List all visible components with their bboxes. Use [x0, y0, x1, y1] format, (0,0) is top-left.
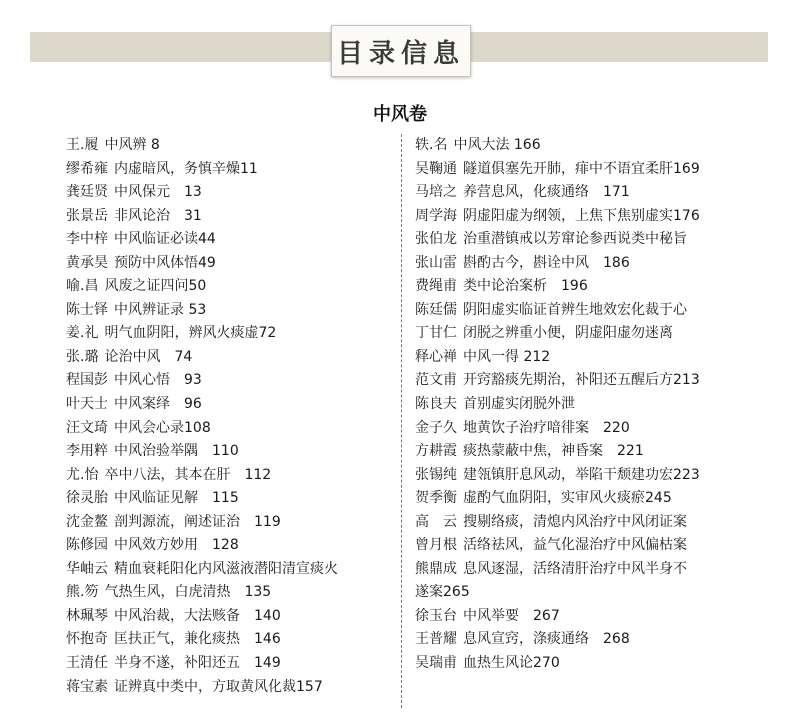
toc-entry-author: 汪文琦 — [66, 419, 108, 436]
toc-entry — [415, 228, 765, 252]
toc-entry — [415, 393, 765, 417]
toc-entry-title: 中风治裁，大法赅备 140 — [114, 607, 281, 624]
toc-entry-author: 轶.名 — [415, 137, 448, 153]
toc-entry — [66, 181, 396, 205]
toc-entry — [415, 558, 765, 582]
toc-entry — [415, 158, 765, 182]
column-divider — [401, 134, 402, 708]
toc-entry-author: 张锡纯 — [415, 466, 457, 483]
toc-entry — [66, 487, 396, 511]
toc-entry — [415, 417, 765, 441]
toc-entry-title: 阴阳虚实临证首辨生地效宏化裁于心 — [463, 301, 687, 318]
toc-entry-title: 类中论治案析 196 — [463, 278, 588, 295]
toc-entry-title: 首别虚实闭脱外泄 — [463, 396, 575, 413]
toc-entry-title: 内虚暗风，务慎辛燥11 — [114, 160, 258, 177]
toc-entry — [415, 534, 765, 558]
toc-entry — [66, 205, 396, 229]
toc-entry — [415, 205, 765, 229]
toc-entry-title: 开窍豁痰先期治，补阳还五醒后方213 — [463, 372, 700, 389]
toc-entry-title: 息风逐湿，活络清肝治疗中风半身不 — [463, 560, 687, 577]
toc-entry — [415, 487, 765, 511]
toc-entry-title: 活络祛风，益气化湿治疗中风偏枯案 — [463, 537, 687, 554]
section-title: 中风卷 — [373, 104, 427, 125]
toc-entry-author: 徐玉台 — [415, 607, 457, 624]
toc-entry-author: 张伯龙 — [415, 231, 457, 248]
toc-entry-title: 中风辨 8 — [104, 137, 160, 153]
toc-entry-author: 张山雷 — [415, 254, 457, 271]
toc-entry-author: 李中梓 — [66, 231, 108, 248]
toc-entry-title: 血热生风论270 — [463, 655, 560, 672]
toc-entry-title: 虚酌气血阴阳，实审风火痰瘀245 — [463, 490, 672, 507]
toc-entry-author: 范文甫 — [415, 372, 457, 389]
toc-entry — [66, 464, 396, 488]
toc-entry-author: 张景岳 — [66, 207, 108, 224]
toc-entry-author: 徐灵胎 — [66, 490, 108, 507]
toc-entry-author: 马培之 — [415, 184, 457, 201]
toc-entry-title: 中风临证必读44 — [114, 231, 216, 248]
toc-entry-title: 中风治验举隅 110 — [114, 443, 239, 460]
toc-entry-author: 缪希雍 — [66, 160, 108, 177]
toc-left-column — [66, 134, 396, 699]
toc-entry-author: 王清任 — [66, 655, 108, 672]
toc-entry-author: 喻.昌 — [66, 278, 99, 295]
toc-entry-author: 王普耀 — [415, 631, 457, 648]
toc-entry — [415, 134, 765, 158]
toc-entry-title: 中风辨证录 53 — [114, 301, 207, 318]
toc-entry-author: 王.履 — [66, 137, 99, 153]
toc-entry — [66, 581, 396, 605]
toc-entry — [66, 676, 396, 700]
toc-entry-title: 明气血阴阳，辨风火痰虚72 — [104, 325, 277, 342]
toc-entry-author: 熊鼎成 — [415, 560, 457, 577]
toc-entry-author: 吴鞠通 — [415, 160, 457, 177]
toc-entry-title: 中风效方妙用 128 — [114, 537, 239, 554]
toc-entry-author: 释心禅 — [415, 348, 457, 365]
toc-entry-title: 地黄饮子治疗喑徘案 220 — [463, 419, 630, 436]
toc-entry-author: 周学海 — [415, 207, 457, 224]
toc-entry — [66, 440, 396, 464]
toc-entry-author: 李用粹 — [66, 443, 108, 460]
toc-entry-title: 非风论治 31 — [114, 207, 202, 224]
toc-entry-title: 风废之证四问50 — [104, 278, 207, 295]
header-title: 目录信息 — [336, 38, 465, 69]
toc-entry-title: 预防中风体悟49 — [114, 254, 216, 271]
toc-entry-author: 蒋宝素 — [66, 678, 108, 695]
toc-entry — [66, 628, 396, 652]
toc-entry-title: 阴虚阳虚为纲领，上焦下焦别虚实176 — [463, 207, 700, 224]
toc-entry-author: 怀抱奇 — [66, 631, 108, 648]
toc-entry-title: 中风案绎 96 — [114, 396, 202, 413]
toc-entry — [66, 275, 396, 299]
toc-entry — [415, 369, 765, 393]
toc-entry-title: 建瓴镇肝息风动，举陷干颓建功宏223 — [463, 466, 700, 483]
toc-entry-author: 尤.怡 — [66, 466, 99, 483]
toc-entry-author: 姜.礼 — [66, 325, 99, 342]
toc-entry — [415, 299, 765, 323]
toc-entry — [415, 275, 765, 299]
header-title-box — [331, 25, 471, 77]
toc-entry — [66, 228, 396, 252]
toc-entry-title: 半身不遂，补阳还五 149 — [114, 655, 281, 672]
toc-entry-title: 痰热蒙蔽中焦，神昏案 221 — [463, 443, 644, 460]
toc-entry-author: 费绳甫 — [415, 278, 457, 295]
toc-entry — [66, 322, 396, 346]
toc-entry-title: 气热生风，白虎清热 135 — [104, 584, 272, 601]
toc-entry-author: 陈修园 — [66, 537, 108, 554]
toc-entry — [415, 464, 765, 488]
toc-entry-title: 中风大法 166 — [453, 137, 541, 153]
toc-entry — [415, 181, 765, 205]
toc-right-column — [415, 134, 765, 676]
toc-entry-author: 陈良夫 — [415, 396, 457, 413]
toc-entry-author: 华岫云 — [66, 560, 108, 577]
toc-entry — [415, 581, 765, 605]
toc-entry-title: 中风会心录108 — [114, 419, 211, 436]
toc-entry — [66, 417, 396, 441]
toc-entry-author: 曾月根 — [415, 537, 457, 554]
toc-entry — [415, 628, 765, 652]
toc-entry-title: 卒中八法，其本在肝 112 — [104, 466, 272, 483]
toc-entry — [415, 322, 765, 346]
toc-entry — [66, 134, 396, 158]
toc-entry-title: 斟酌古今，斟诠中风 186 — [463, 254, 630, 271]
toc-entry-author: 方耕霞 — [415, 443, 457, 460]
toc-entry — [415, 440, 765, 464]
toc-entry-title: 中风一得 212 — [463, 348, 551, 365]
toc-entry — [66, 252, 396, 276]
toc-entry — [66, 511, 396, 535]
toc-entry-title: 中风保元 13 — [114, 184, 202, 201]
toc-entry-author: 贺季衡 — [415, 490, 457, 507]
toc-entry-title: 闭脱之辨重小便，阴虚阳虚勿迷离 — [463, 325, 673, 342]
toc-entry-author: 吴瑞甫 — [415, 655, 457, 672]
toc-entry — [66, 393, 396, 417]
toc-entry — [415, 652, 765, 676]
toc-entry-title: 隧道俱塞先开肺，痱中不语宜柔肝169 — [463, 160, 700, 177]
toc-entry-author: 陈士铎 — [66, 301, 108, 318]
toc-entry-author: 高 云 — [415, 513, 457, 530]
toc-entry-author: 程国彭 — [66, 372, 108, 389]
toc-entry — [66, 299, 396, 323]
toc-entry — [66, 652, 396, 676]
toc-entry — [66, 534, 396, 558]
toc-entry-title: 中风举要 267 — [463, 607, 560, 624]
toc-entry — [66, 605, 396, 629]
toc-entry-title: 养营息风，化痰通络 171 — [463, 184, 630, 201]
toc-entry-author: 林珮琴 — [66, 607, 108, 624]
toc-entry-author: 叶天士 — [66, 396, 108, 413]
toc-entry — [415, 252, 765, 276]
toc-entry-author: 张.璐 — [66, 348, 99, 365]
toc-entry — [415, 605, 765, 629]
toc-entry-title: 息风宣窍，涤痰通络 268 — [463, 631, 630, 648]
toc-entry — [66, 558, 396, 582]
toc-entry-title: 中风心悟 93 — [114, 372, 202, 389]
toc-entry-author: 丁甘仁 — [415, 325, 457, 342]
toc-entry-author: 龚廷贤 — [66, 184, 108, 201]
toc-entry — [415, 346, 765, 370]
toc-entry-title: 论治中风 74 — [104, 348, 193, 365]
toc-entry-author: 陈廷儒 — [415, 301, 457, 318]
toc-entry-title: 精血衰耗阳化内风滋液潜阳清宣痰火 — [114, 560, 338, 577]
toc-entry — [415, 511, 765, 535]
toc-entry — [66, 346, 396, 370]
toc-entry-title: 证辨真中类中，方取黄风化裁157 — [114, 678, 323, 695]
toc-entry-author: 金子久 — [415, 419, 457, 436]
toc-entry-title: 剖判源流，阐述证治 119 — [114, 513, 281, 530]
toc-entry-title: 搜剔络痰，清熄内风治疗中风闭证案 — [463, 513, 687, 530]
toc-entry — [66, 369, 396, 393]
toc-entry-title: 中风临证见解 115 — [114, 490, 239, 507]
toc-entry-author: 黄承昊 — [66, 254, 108, 271]
toc-entry-title: 匡扶正气，兼化痰热 146 — [114, 631, 281, 648]
toc-entry-title: 遂案265 — [415, 584, 470, 601]
toc-entry-author: 沈金鳌 — [66, 513, 108, 530]
toc-entry — [66, 158, 396, 182]
toc-entry-author: 熊.笏 — [66, 584, 99, 601]
toc-entry-title: 治重潜镇戒以芳窜论参西说类中秘旨 — [463, 231, 687, 248]
